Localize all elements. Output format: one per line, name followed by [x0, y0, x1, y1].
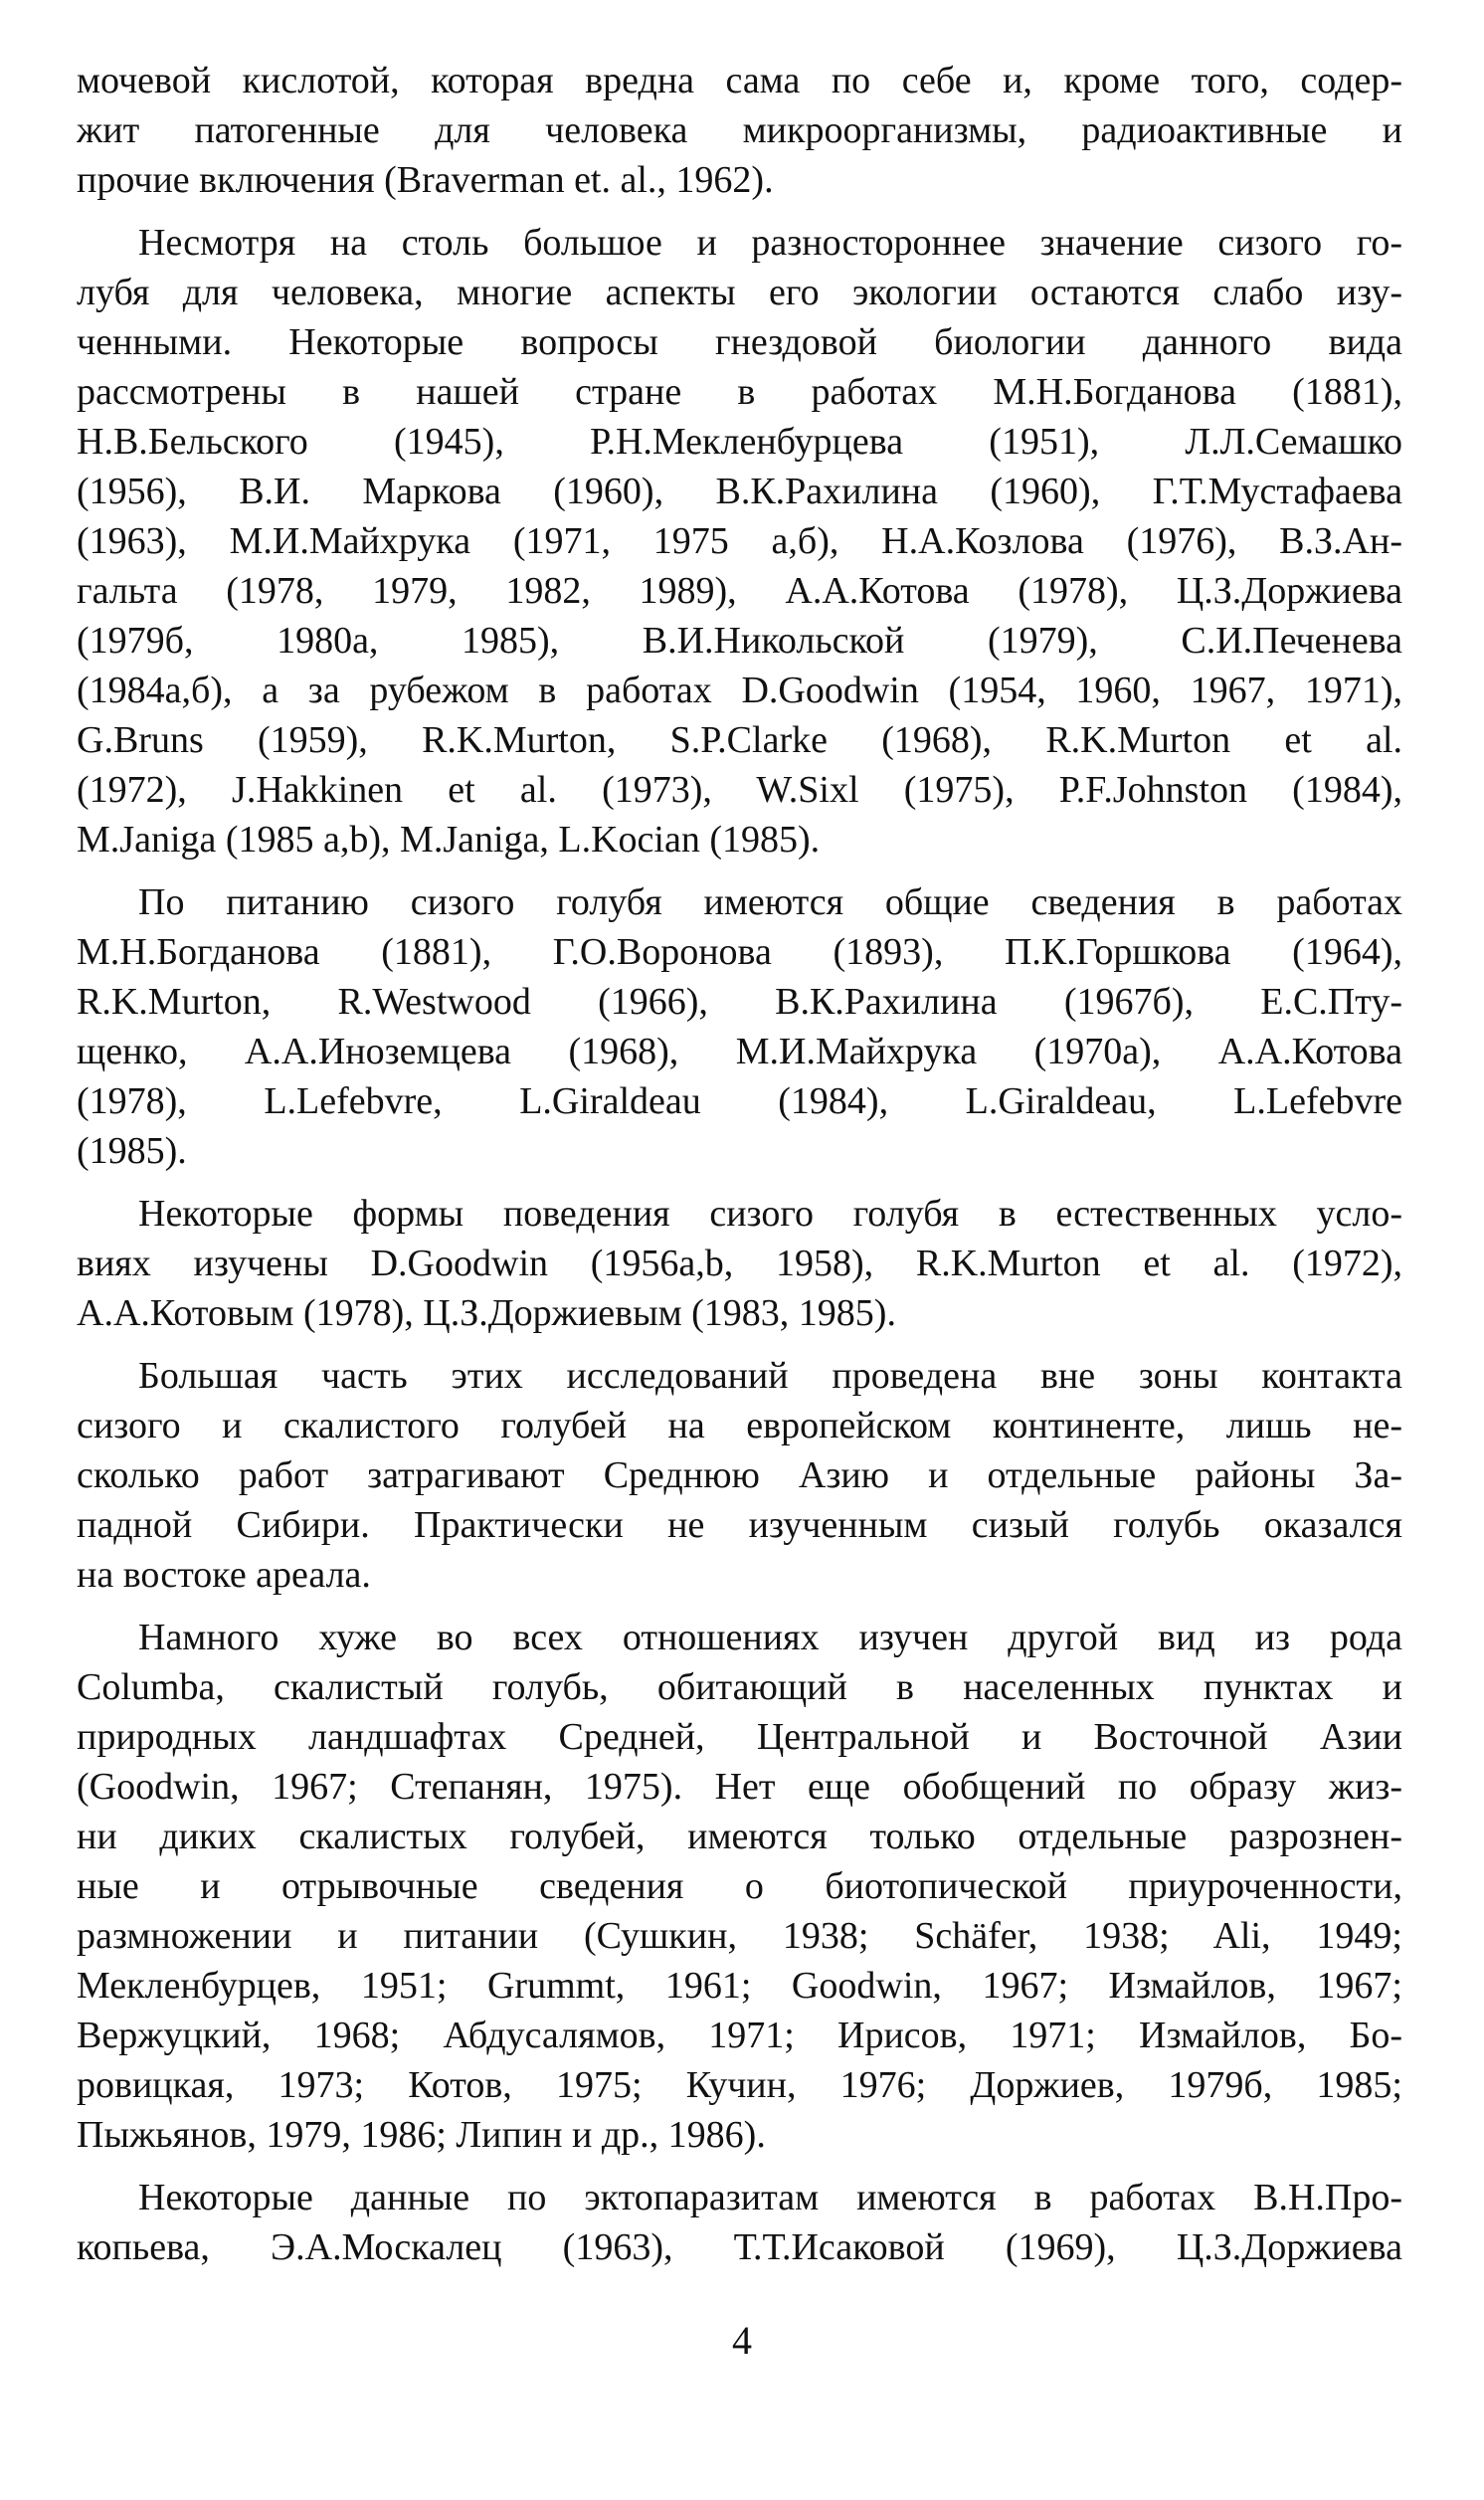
text-line: R.K.Murton, R.Westwood (1966), В.К.Рахилина (1967б), Е.С.Пту- [77, 981, 1402, 1023]
text-line: (1985). [77, 1130, 187, 1172]
text-line: лубя для человека, многие аспекты его экологии остаются слабо изу- [77, 272, 1402, 313]
text-line: на востоке ареала. [77, 1554, 371, 1596]
text-line: Мекленбурцев, 1951; Grummt, 1961; Goodwin, 1967; Измайлов, 1967; [77, 1965, 1402, 2007]
text-line: виях изучены D.Goodwin (1956a,b, 1958), R.K.Murton et al. (1972), [77, 1243, 1402, 1284]
text-line: Н.В.Бельского (1945), Р.Н.Мекленбурцева (1951), Л.Л.Семашко [77, 421, 1402, 463]
paragraph-3 [77, 877, 1402, 1176]
paragraph-5 [77, 1351, 1402, 1600]
text-line: прочие включения (Braverman et. al., 1962). [77, 159, 774, 201]
page-number: 4 [732, 2318, 752, 2363]
text-line: жит патогенные для человека микроорганизмы, радиоактивные и [77, 109, 1402, 151]
text-line: (Goodwin, 1967; Степанян, 1975). Нет еще обобщений по образу жиз- [77, 1766, 1402, 1808]
text-line: Некоторые формы поведения сизого голубя в естественных усло- [138, 1193, 1402, 1235]
text-line: По питанию сизого голубя имеются общие сведения в работах [138, 881, 1402, 923]
text-line: Намного хуже во всех отношениях изучен другой вид из рода [138, 1617, 1402, 1658]
text-line: Columba, скалистый голубь, обитающий в населенных пунктах и [77, 1666, 1402, 1708]
text-line: А.А.Котовым (1978), Ц.З.Доржиевым (1983, 1985). [77, 1292, 896, 1334]
text-line: (1984а,б), а за рубежом в работах D.Goodwin (1954, 1960, 1967, 1971), [77, 670, 1402, 711]
text-line: (1963), М.И.Майхрука (1971, 1975 а,б), Н.А.Козлова (1976), В.З.Ан- [77, 520, 1402, 562]
text-line: сизого и скалистого голубей на европейском континенте, лишь не- [77, 1405, 1402, 1446]
body-text [77, 56, 1402, 2285]
text-line: G.Bruns (1959), R.K.Murton, S.P.Clarke (1968), R.K.Murton et al. [77, 719, 1402, 761]
text-line: Большая часть этих исследований проведена вне зоны контакта [138, 1355, 1402, 1397]
text-line: (1956), В.И. Маркова (1960), В.К.Рахилина (1960), Г.Т.Мустафаева [77, 471, 1402, 512]
text-line: рассмотрены в нашей стране в работах М.Н.Богданова (1881), [77, 371, 1402, 413]
text-line: ные и отрывочные сведения о биотопической приуроченности, [77, 1865, 1402, 1907]
paragraph-7 [77, 2173, 1402, 2272]
paragraph-6 [77, 1613, 1402, 2160]
text-line: сколько работ затрагивают Среднюю Азию и отдельные районы За- [77, 1454, 1402, 1496]
text-line: (1972), J.Hakkinen et al. (1973), W.Sixl (1975), P.F.Johnston (1984), [77, 769, 1402, 811]
text-line: Несмотря на столь большое и разностороннее значение сизого го- [138, 222, 1402, 264]
text-line: падной Сибири. Практически не изученным сизый голубь оказался [77, 1504, 1402, 1546]
text-line: М.Н.Богданова (1881), Г.О.Воронова (1893), П.К.Горшкова (1964), [77, 931, 1402, 973]
text-line: Некоторые данные по эктопаразитам имеются в работах В.Н.Про- [138, 2177, 1402, 2218]
text-line: ровицкая, 1973; Котов, 1975; Кучин, 1976; Доржиев, 1979б, 1985; [77, 2064, 1402, 2106]
text-line: размножении и питании (Сушкин, 1938; Schäfer, 1938; Ali, 1949; [77, 1915, 1402, 1957]
paragraph-4 [77, 1189, 1402, 1338]
text-line: природных ландшафтах Средней, Центральной и Восточной Азии [77, 1716, 1402, 1758]
text-line: щенко, А.А.Иноземцева (1968), М.И.Майхрука (1970а), А.А.Котова [77, 1031, 1402, 1072]
paragraph-1 [77, 56, 1402, 205]
text-line: ченными. Некоторые вопросы гнездовой биологии данного вида [77, 321, 1402, 363]
text-line: гальта (1978, 1979, 1982, 1989), А.А.Котова (1978), Ц.З.Доржиева [77, 570, 1402, 612]
text-line: (1979б, 1980а, 1985), В.И.Никольской (1979), С.И.Печенева [77, 620, 1402, 662]
text-line: Пыжьянов, 1979, 1986; Липин и др., 1986). [77, 2114, 766, 2156]
text-line: (1978), L.Lefebvre, L.Giraldeau (1984), L.Giraldeau, L.Lefebvre [77, 1080, 1402, 1122]
text-line: Вержуцкий, 1968; Абдусалямов, 1971; Ирисов, 1971; Измайлов, Бо- [77, 2015, 1402, 2056]
text-line: M.Janiga (1985 a,b), M.Janiga, L.Kocian (1985). [77, 819, 821, 861]
text-line: копьева, Э.А.Москалец (1963), Т.Т.Исаковой (1969), Ц.З.Доржиева [77, 2226, 1402, 2268]
text-line: мочевой кислотой, которая вредна сама по себе и, кроме того, содер- [77, 60, 1402, 101]
paragraph-2 [77, 218, 1402, 865]
text-line: ни диких скалистых голубей, имеются только отдельные разрознен- [77, 1816, 1402, 1857]
